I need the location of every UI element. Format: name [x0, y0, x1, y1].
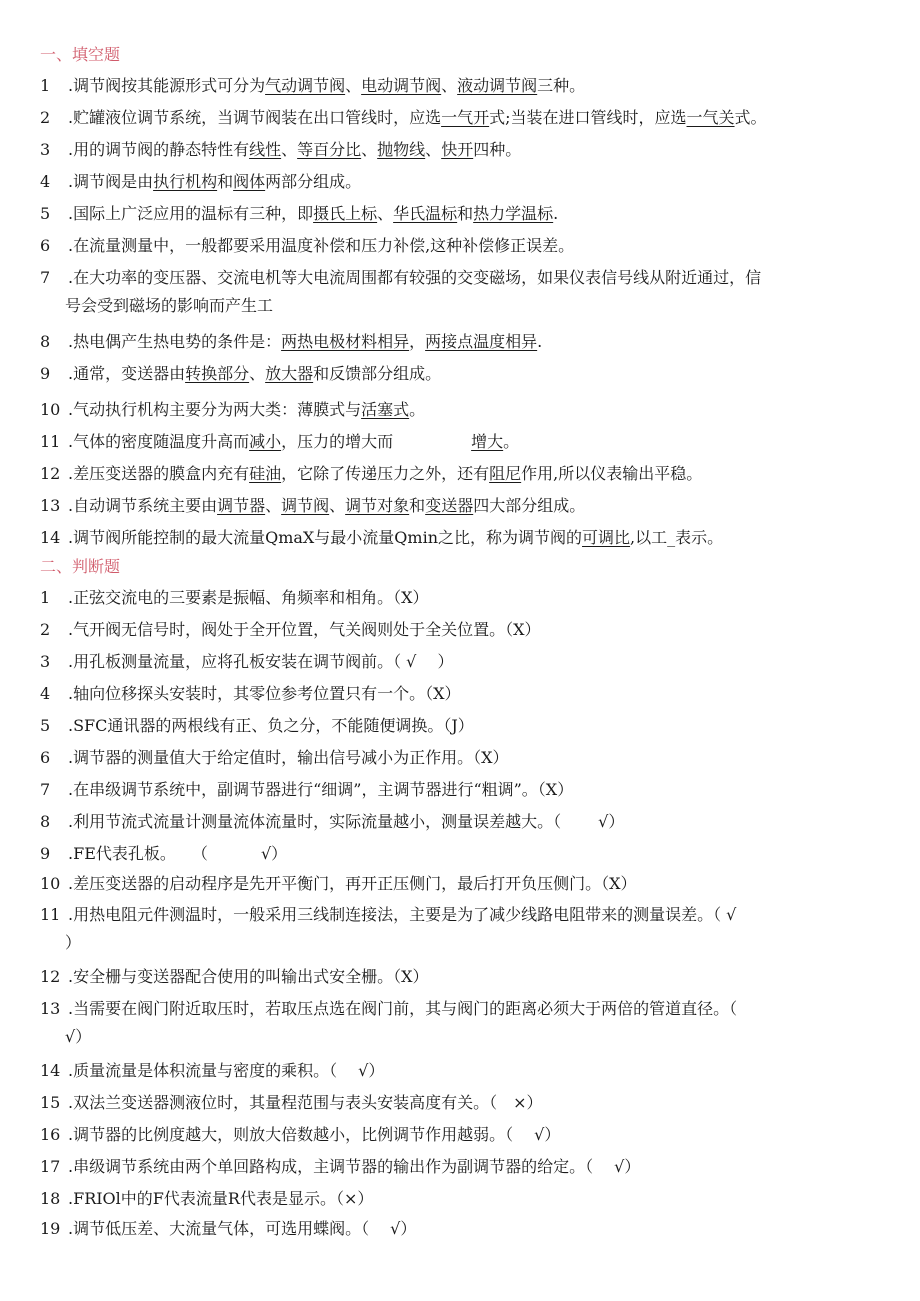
question-text: .FE代表孔板。 （ √）: [68, 844, 288, 863]
answer-text: 活塞式: [361, 400, 410, 419]
answer-text: 两接点温度相异: [425, 332, 538, 351]
question-text: .串级调节系统由两个单回路构成，主调节器的输出作为副调节器的给定。（ √）: [68, 1157, 641, 1176]
question-text: 和: [457, 204, 474, 223]
question-text: ，: [409, 332, 426, 351]
question-number: 6: [40, 748, 51, 767]
question-text: .SFC通讯器的两根线有正、负之分，不能随便调换。（J）: [68, 716, 474, 735]
question-text: .在串级调节系统中，副调节器进行“细调”，主调节器进行“粗调”。（X）: [68, 780, 574, 799]
question-text-continued: √）: [65, 1027, 92, 1046]
question-number: 1: [40, 76, 51, 95]
fill-question: [40, 524, 875, 552]
question-text: ，压力的增大而: [281, 432, 394, 451]
question-text: .气开阀无信号时，阀处于全开位置，气关阀则处于全关位置。（X）: [68, 620, 541, 639]
judge-question: [40, 808, 875, 836]
question-text: .贮罐液位调节系统，当调节阀装在出口管线时，应选: [68, 108, 442, 127]
question-text: .调节器的测量值大于给定值时，输出信号减小为正作用。（X）: [68, 748, 509, 767]
question-text: .通常，变送器由: [68, 364, 186, 383]
answer-text: 抛物线: [377, 140, 426, 159]
question-text: ,以工_表示。: [630, 528, 724, 547]
question-text: 式;当装在进口管线时，应选: [489, 108, 687, 127]
question-text: 作用,所以仪表输出平稳。: [521, 464, 703, 483]
answer-text: 阻尼: [489, 464, 522, 483]
question-number: 18: [40, 1189, 61, 1208]
question-text: 两部分组成。: [265, 172, 362, 191]
question-number: 16: [40, 1125, 61, 1144]
question-text: 和反馈部分组成。: [313, 364, 442, 383]
judge-question: [40, 901, 875, 957]
question-text: .: [537, 332, 543, 351]
question-number: 15: [40, 1093, 61, 1112]
question-number: 11: [40, 432, 61, 451]
question-number: 19: [40, 1219, 61, 1238]
judge-question: [40, 584, 875, 612]
answer-text: 调节对象: [345, 496, 410, 515]
judge-question: [40, 1215, 875, 1243]
question-number: 6: [40, 236, 51, 255]
question-text: 四大部分组成。: [473, 496, 586, 515]
judge-question: [40, 995, 875, 1051]
judge-question: [40, 776, 875, 804]
question-text: .差压变送器的启动程序是先开平衡门，再开正压侧门，最后打开负压侧门。（X）: [68, 874, 637, 893]
judge-question: [40, 680, 875, 708]
judge-question: [40, 1153, 875, 1181]
answer-text: 调节阀: [281, 496, 330, 515]
question-text: .差压变送器的膜盒内充有: [68, 464, 250, 483]
question-text: .质量流量是体积流量与密度的乘积。（ √）: [68, 1061, 385, 1080]
question-text: .调节低压差、大流量气体，可选用蝶阀。（ √）: [68, 1219, 417, 1238]
fill-question: [40, 428, 875, 456]
question-text: .气体的密度随温度升高而: [68, 432, 250, 451]
question-number: 2: [40, 108, 51, 127]
question-text: .当需要在阀门附近取压时，若取压点选在阀门前，其与阀门的距离必须大于两倍的管道直径。（: [68, 999, 738, 1018]
question-number: 3: [40, 140, 51, 159]
question-text: 、: [377, 204, 394, 223]
fill-question: [40, 168, 875, 196]
question-text: 四种。: [473, 140, 522, 159]
fill-question: [40, 264, 875, 320]
answer-text: 一气开: [441, 108, 490, 127]
answer-text: 液动调节阀: [457, 76, 538, 95]
question-text: 、: [441, 76, 458, 95]
question-text: 、: [345, 76, 362, 95]
answer-text: 摄氏上标: [313, 204, 378, 223]
answer-text: 变送器: [425, 496, 474, 515]
answer-text: 等百分比: [297, 140, 362, 159]
question-text: 、: [425, 140, 442, 159]
question-text: .调节阀按其能源形式可分为: [68, 76, 266, 95]
question-text: .双法兰变送器测液位时，其量程范围与表头安装高度有关。（ ×）: [68, 1093, 543, 1112]
question-number: 10: [40, 400, 61, 419]
fill-question: [40, 396, 875, 424]
question-text: .热电偶产生热电势的条件是：: [68, 332, 282, 351]
question-number: 9: [40, 364, 51, 383]
fill-question: [40, 200, 875, 228]
question-text: .正弦交流电的三要素是振幅、角频率和相角。（X）: [68, 588, 429, 607]
answer-text: 华氏温标: [393, 204, 458, 223]
question-number: 9: [40, 844, 51, 863]
question-text: .调节阀是由: [68, 172, 154, 191]
question-text: .在流量测量中，一般都要采用温度补偿和压力补偿,这种补偿修正误差。: [68, 236, 575, 255]
fill-question: [40, 460, 875, 488]
question-number: 12: [40, 967, 61, 986]
question-number: 14: [40, 1061, 61, 1080]
question-number: 2: [40, 620, 51, 639]
question-text: 、: [249, 364, 266, 383]
question-text: .国际上广泛应用的温标有三种，即: [68, 204, 314, 223]
question-text: 、: [361, 140, 378, 159]
question-text: .用孔板测量流量，应将孔板安装在调节阀前。（ √ ）: [68, 652, 454, 671]
question-text: .利用节流式流量计测量流体流量时，实际流量越小，测量误差越大。（ √）: [68, 812, 625, 831]
question-number: 10: [40, 874, 61, 893]
fill-section-title: 一、填空题: [40, 45, 121, 64]
judge-question: [40, 1121, 875, 1149]
question-text: 。: [503, 432, 520, 451]
judge-question: [40, 712, 875, 740]
answer-text: 调节器: [217, 496, 266, 515]
fill-question: [40, 232, 875, 260]
question-number: 1: [40, 588, 51, 607]
question-text: .: [553, 204, 559, 223]
question-number: 4: [40, 684, 51, 703]
question-number: 4: [40, 172, 51, 191]
judge-question: [40, 840, 875, 868]
question-number: 3: [40, 652, 51, 671]
judge-question: [40, 870, 875, 898]
answer-text: 执行机构: [153, 172, 218, 191]
question-text-continued: 号会受到磁场的影响而产生工: [65, 296, 274, 315]
answer-text: 放大器: [265, 364, 314, 383]
question-text: .调节器的比例度越大，则放大倍数越小，比例调节作用越弱。（ √）: [68, 1125, 561, 1144]
judge-question: [40, 1057, 875, 1085]
question-text: .自动调节系统主要由: [68, 496, 218, 515]
question-text: 三种。: [537, 76, 586, 95]
judge-question: [40, 648, 875, 676]
answer-text: 一气关: [686, 108, 735, 127]
question-text: ，它除了传递压力之外，还有: [281, 464, 490, 483]
question-text: 和: [217, 172, 234, 191]
question-number: 8: [40, 332, 51, 351]
fill-question: [40, 136, 875, 164]
question-number: 12: [40, 464, 61, 483]
question-number: 8: [40, 812, 51, 831]
answer-text: 热力学温标: [473, 204, 554, 223]
question-text: .安全栅与变送器配合使用的叫输出式安全栅。（X）: [68, 967, 429, 986]
question-text: 、: [265, 496, 282, 515]
question-number: 13: [40, 999, 61, 1018]
fill-question: [40, 492, 875, 520]
answer-text: 阀体: [233, 172, 266, 191]
judge-question: [40, 744, 875, 772]
question-number: 5: [40, 716, 51, 735]
question-text: .气动执行机构主要分为两大类：薄膜式与: [68, 400, 362, 419]
judge-question: [40, 1089, 875, 1117]
question-text: 、: [329, 496, 346, 515]
answer-text: 线性: [249, 140, 282, 159]
fill-question: [40, 360, 875, 388]
question-text: .调节阀所能控制的最大流量QmaX与最小流量Qmin之比，称为调节阀的: [68, 528, 583, 547]
answer-text: 气动调节阀: [265, 76, 346, 95]
question-number: 5: [40, 204, 51, 223]
question-text: .FRIOl中的F代表流量R代表是显示。（×）: [68, 1189, 374, 1208]
question-text: .用的调节阀的静态特性有: [68, 140, 250, 159]
answer-text: 减小: [249, 432, 282, 451]
question-text: 和: [409, 496, 426, 515]
answer-text: 电动调节阀: [361, 76, 442, 95]
judge-section-title: 二、判断题: [40, 557, 121, 576]
answer-text: 硅油: [249, 464, 282, 483]
question-text: .轴向位移探头安装时，其零位参考位置只有一个。（X）: [68, 684, 461, 703]
answer-text: 可调比: [582, 528, 631, 547]
question-text: .在大功率的变压器、交流电机等大电流周围都有较强的交变磁场，如果仪表信号线从附近通过，信: [68, 268, 762, 287]
fill-question: [40, 72, 875, 100]
question-text: 、: [281, 140, 298, 159]
answer-text: 快开: [441, 140, 474, 159]
question-number: 7: [40, 780, 51, 799]
question-number: 7: [40, 268, 51, 287]
question-number: 11: [40, 905, 61, 924]
fill-question: [40, 328, 875, 356]
question-number: 14: [40, 528, 61, 547]
question-number: 17: [40, 1157, 61, 1176]
question-number: 13: [40, 496, 61, 515]
judge-question: [40, 963, 875, 991]
answer-text: 转换部分: [185, 364, 250, 383]
answer-text: 增大: [471, 432, 504, 451]
answer-text: 两热电极材料相异: [281, 332, 410, 351]
judge-question: [40, 616, 875, 644]
question-text: 式。: [734, 108, 767, 127]
question-text: .用热电阻元件测温时，一般采用三线制连接法，主要是为了减少线路电阻带来的测量误差。（ √: [68, 905, 737, 924]
fill-question: [40, 104, 875, 132]
judge-question: [40, 1185, 875, 1213]
question-text-continued: ）: [65, 933, 82, 952]
question-text: 。: [409, 400, 426, 419]
